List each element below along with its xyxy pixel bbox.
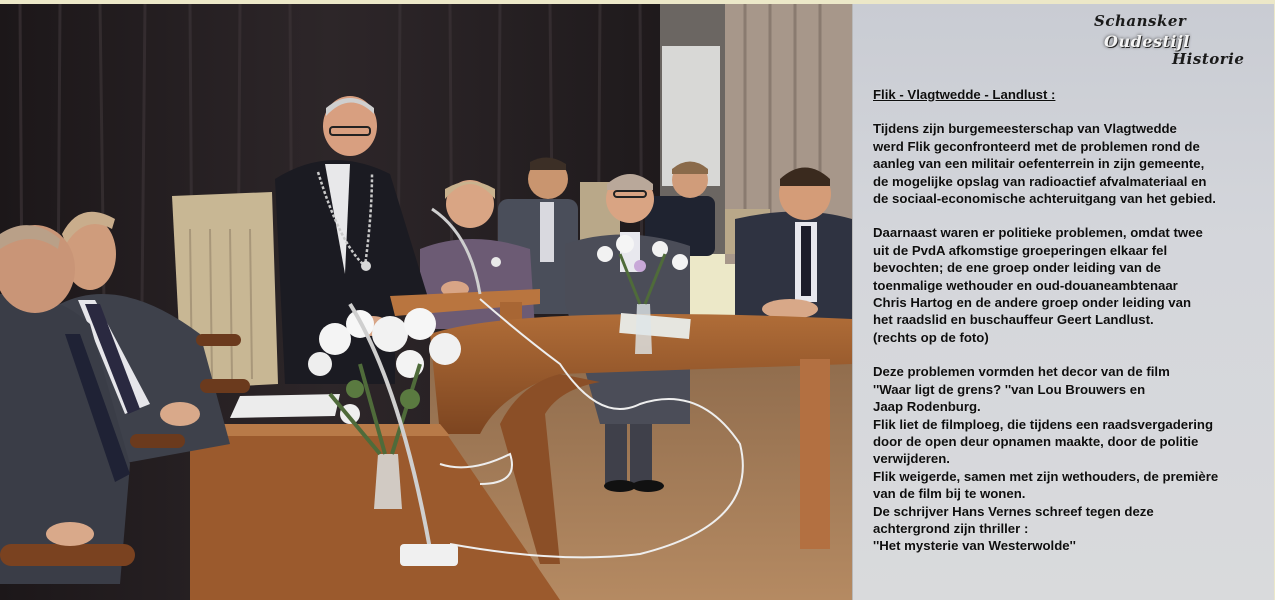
logo-line-1: Schansker (1094, 12, 1187, 30)
papers (230, 394, 340, 418)
article-paragraph-3: Deze problemen vormden het decor van de film ''Waar ligt de grens? ''van Lou Brouwers en Jaap Rodenburg. Flik liet de filmploeg, die tijdens een raadsvergadering door de open deur opnamen maakte, door de politie verwijderen. Flik weigerde, samen met zijn wethouders, de première van de film bij te wonen. De schrijver Hans Vernes schreef tegen deze achtergrond zijn thriller : ''Het mysterie van Westerwolde'' (873, 364, 1219, 554)
article-text (873, 86, 1268, 555)
photo-illustration (0, 4, 852, 600)
schansker-historie-logo (1094, 10, 1264, 74)
council-meeting-photo (0, 4, 852, 600)
text-panel (852, 4, 1274, 600)
article-paragraph-2: Daarnaast waren er politieke problemen, omdat twee uit de PvdA afkomstige groeperingen elkaar fel bevochten; de ene groep onder leiding van de toenmalige wethouder en oud-douaneambtenaar Chris Hartog en de andere groep onder leiding van het raadslid en buschauffeur Geert Landlust. (rechts op de foto) (873, 225, 1203, 345)
logo-line-3: Historie (1172, 50, 1245, 68)
logo-line-2: Oudestijl (1104, 32, 1190, 51)
article-title: Flik - Vlagtwedde - Landlust : (873, 87, 1056, 102)
article-paragraph-1: Tijdens zijn burgemeesterschap van Vlagtwedde werd Flik geconfronteerd met de problemen rond de aanleg van een militair oefenterrein in zijn gemeente, de mogelijke opslag van radioactief afvalmateriaal en de sociaal-economische achteruitgang van het gebied. (873, 121, 1216, 207)
